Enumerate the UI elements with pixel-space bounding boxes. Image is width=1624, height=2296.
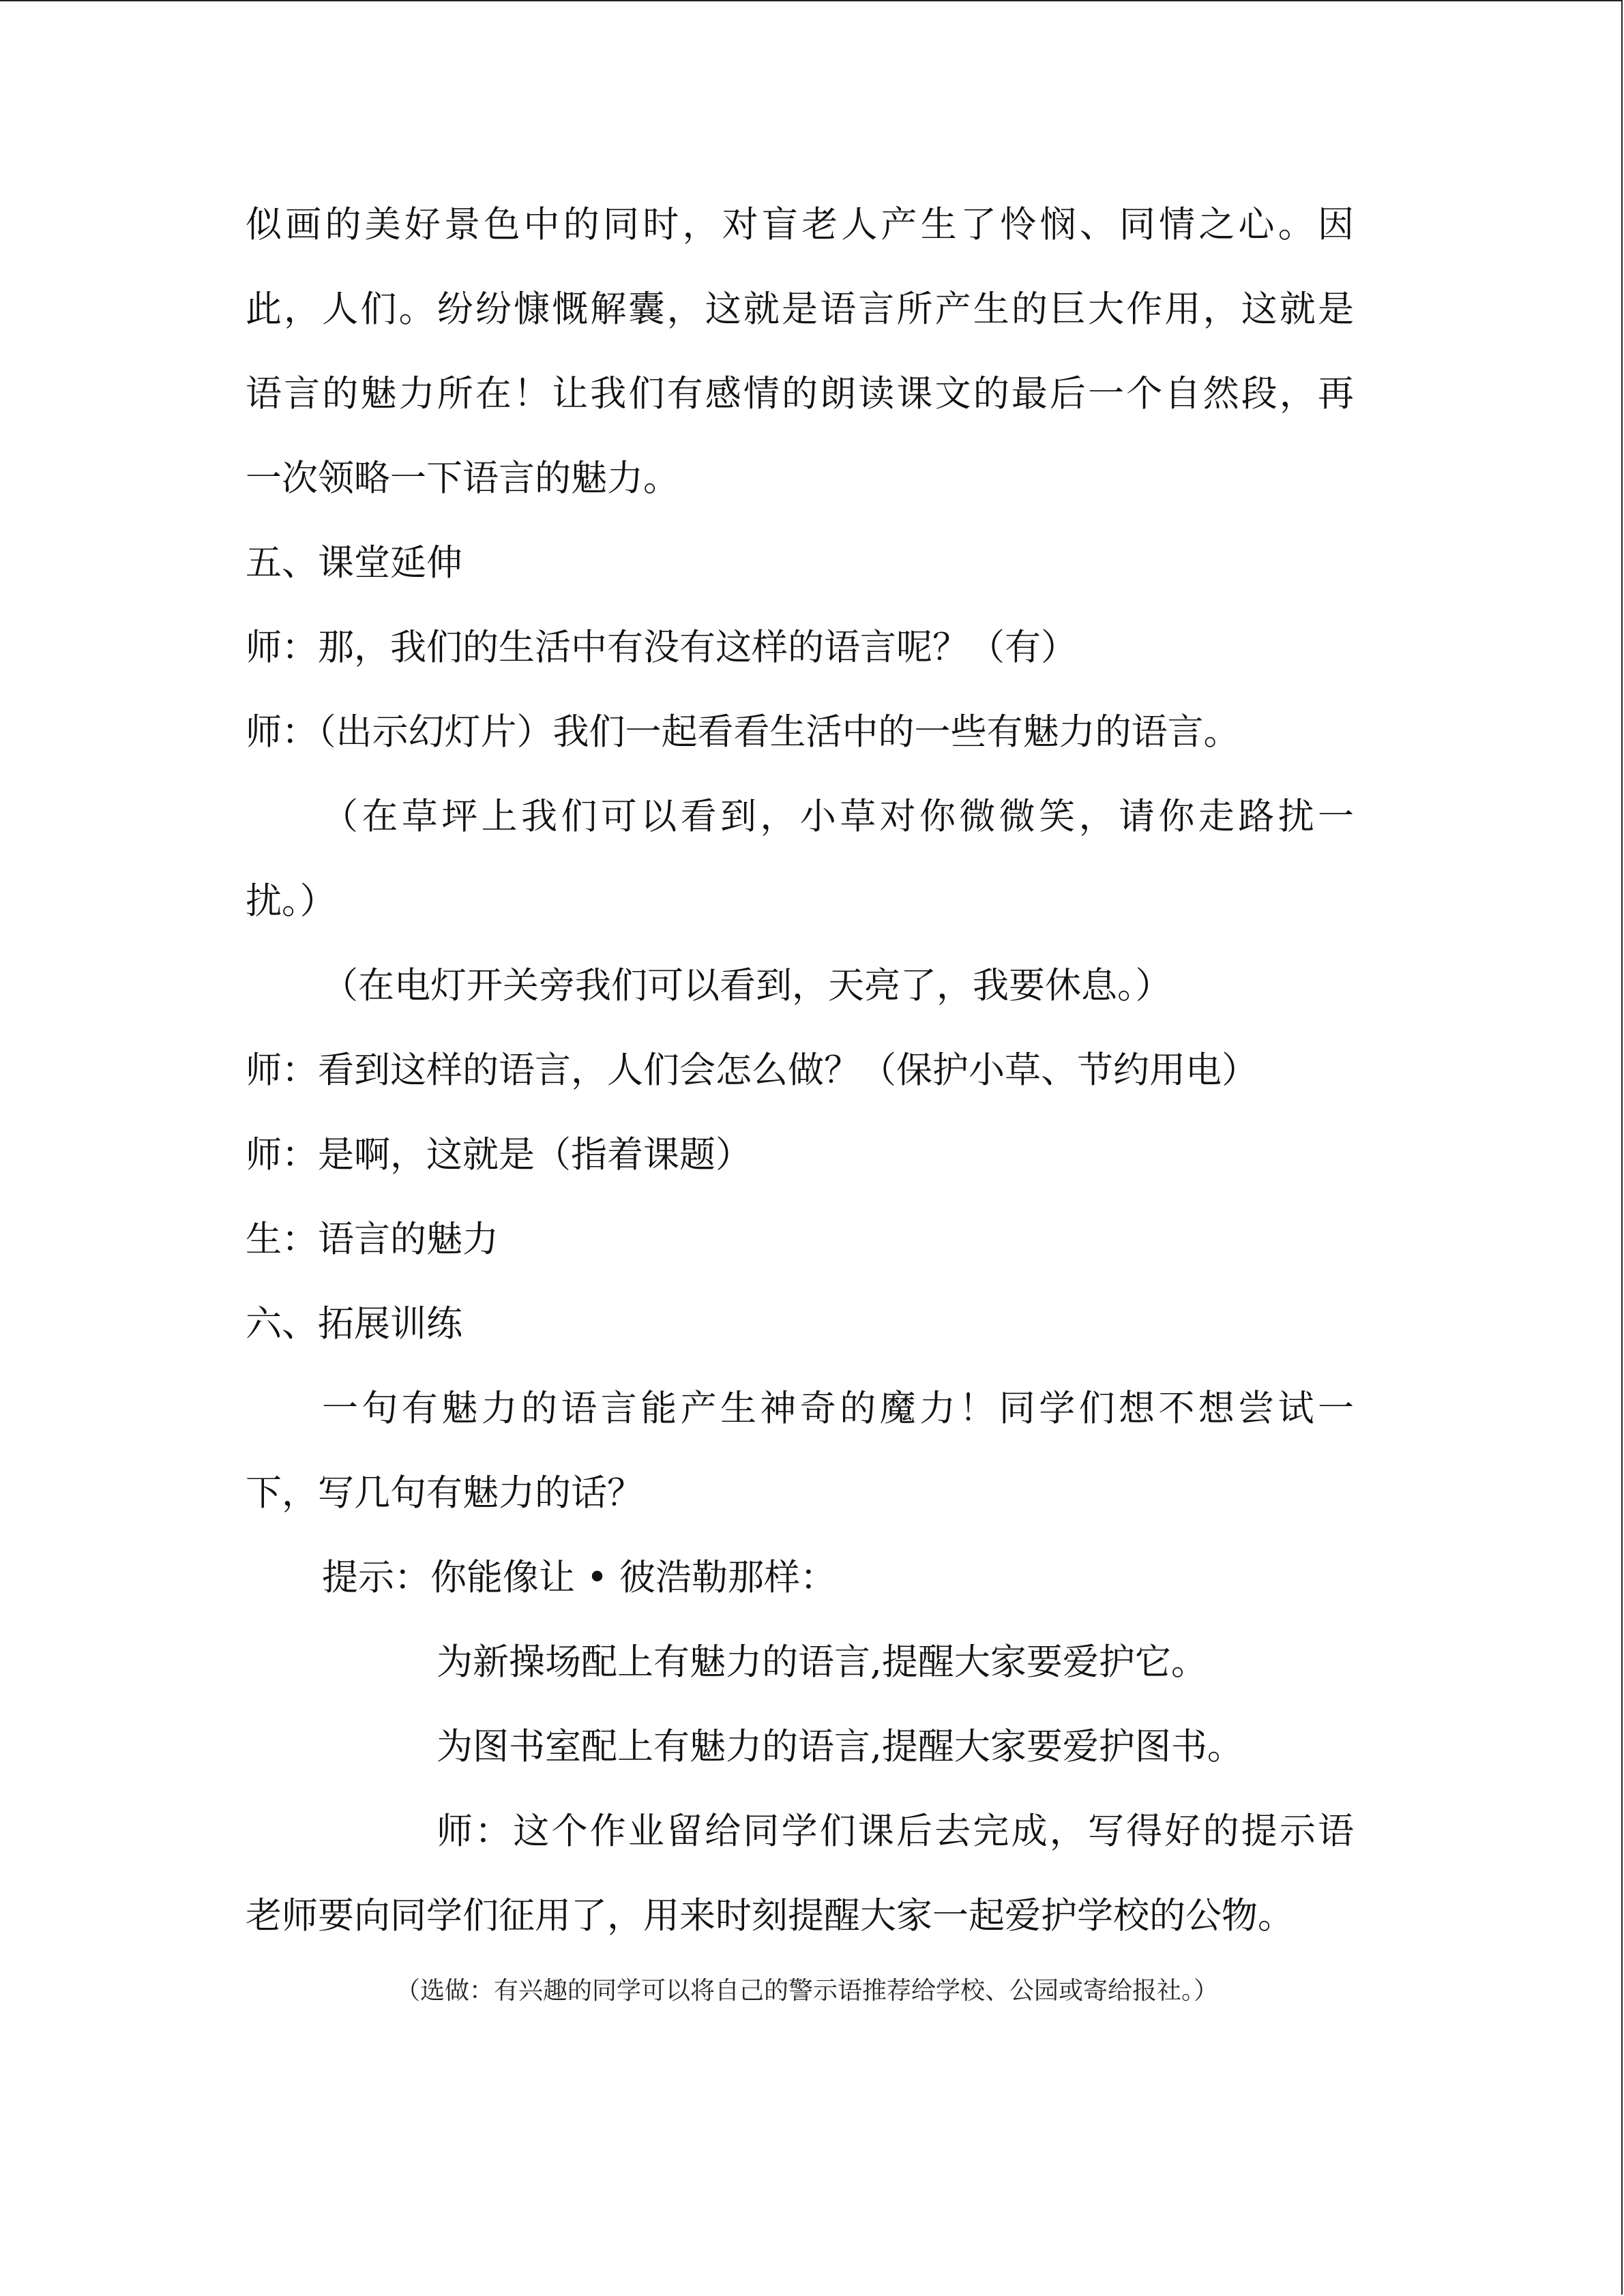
optional-note: （选做：有兴趣的同学可以将自己的警示语推荐给学校、公园或寄给报社。）: [396, 1977, 1219, 2005]
paragraph-line-2: 此，人们。纷纷慷慨解囊，这就是语言所产生的巨大作用，这就是: [246, 288, 1354, 330]
dialogue-line-teacher-2: 师：（出示幻灯片）我们一起看看生活中的一些有魅力的语言。: [246, 711, 1240, 753]
example-line-grass-1: （在草坪上我们可以看到，小草对你微微笑，请你走路扰一: [322, 796, 1354, 837]
homework-line-1: 师：这个作业留给同学们课后去完成，写得好的提示语: [437, 1810, 1354, 1852]
hint-item-library: 为图书室配上有魅力的语言,提醒大家要爱护图书。: [437, 1726, 1243, 1768]
dialogue-line-teacher-1: 师：那，我们的生活中有没有这样的语言呢？（有）: [246, 627, 1077, 668]
section-heading-extension: 五、课堂延伸: [246, 542, 462, 584]
dialogue-line-student: 生：语言的魅力: [246, 1219, 499, 1260]
example-line-light: （在电灯开关旁我们可以看到，天亮了，我要休息。）: [322, 965, 1172, 1007]
training-line-1: 一句有魅力的语言能产生神奇的魔力！同学们想不想尝试一: [322, 1388, 1354, 1429]
paragraph-line-1: 似画的美好景色中的同时，对盲老人产生了怜悯、同情之心。因: [246, 204, 1354, 245]
hint-item-playground: 为新操场配上有魅力的语言,提醒大家要爱护它。: [437, 1641, 1207, 1683]
example-line-grass-2: 扰。）: [246, 880, 336, 922]
section-heading-training: 六、拓展训练: [246, 1303, 462, 1345]
dialogue-line-teacher-4: 师：是啊，这就是（指着课题）: [246, 1134, 752, 1176]
paragraph-line-3: 语言的魅力所在！让我们有感情的朗读课文的最后一个自然段，再: [246, 373, 1354, 415]
training-line-2: 下，写几句有魅力的话？: [246, 1472, 643, 1514]
homework-line-2: 老师要向同学们征用了，用来时刻提醒大家一起爱护学校的公物。: [246, 1895, 1294, 1937]
hint-line: 提示：你能像让 • 彼浩勒那样：: [322, 1557, 836, 1598]
dialogue-line-teacher-3: 师：看到这样的语言，人们会怎么做？（保护小草、节约用电）: [246, 1049, 1258, 1091]
paragraph-line-4: 一次领略一下语言的魅力。: [246, 458, 679, 499]
